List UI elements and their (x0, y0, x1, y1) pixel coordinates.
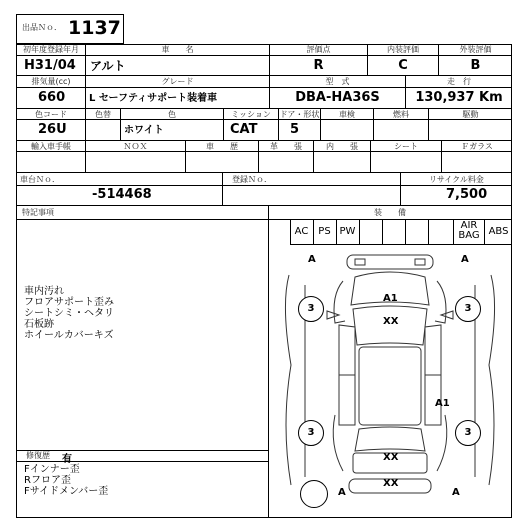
equip-abs: ABS (488, 226, 509, 237)
wheel-rear-right: 3 (455, 420, 481, 446)
notes-list (24, 286, 114, 341)
color-change-label: 色替 (95, 110, 111, 119)
repair-label: 修復歴 (26, 451, 50, 460)
spare-tire (300, 480, 328, 508)
equip-airbag: AIR BAG (458, 220, 480, 241)
history-label: 車 歴 (206, 142, 238, 151)
drive-label: 駆動 (462, 110, 479, 119)
grade-label: グレード (161, 77, 194, 86)
repair-line: Rフロア歪 (24, 475, 71, 486)
score-value: R (313, 58, 324, 73)
equip-pw: PW (339, 226, 356, 237)
glass-label: Ｆガラス (461, 142, 493, 151)
mark-rear-xx2: XX (383, 478, 399, 489)
mark-corner-bl: A (338, 487, 346, 498)
mark-roof-xx: XX (383, 316, 399, 327)
equipment-label: 装 備 (374, 208, 406, 217)
note-line: ホイールカバーキズ (24, 330, 114, 341)
notes-label: 特記事項 (22, 208, 54, 217)
car-name-value: アルト (90, 59, 126, 73)
displacement-label: 排気量(cc) (31, 77, 71, 86)
seat-label: シート (394, 142, 418, 151)
doors-label: ドア・形状 (279, 110, 320, 119)
score-label: 評価点 (306, 45, 331, 54)
repair-line: Fインナー歪 (24, 464, 80, 475)
chassis-value: -514468 (92, 187, 152, 202)
recycle-label: リサイクル料金 (429, 175, 484, 184)
wheel-front-left: 3 (298, 296, 324, 322)
reg-no-label: 登録Ｎｏ． (232, 175, 272, 184)
transmission-value: CAT (230, 122, 258, 137)
fuel-label: 燃料 (393, 110, 409, 119)
mark-rear-xx1: XX (383, 452, 399, 463)
transmission-label: ミッション (231, 110, 271, 119)
note-line: フロアサポート歪み (24, 297, 114, 308)
lot-number: 1137 (68, 17, 121, 39)
interior-label: 内装評価 (387, 45, 419, 54)
displacement-value: 660 (38, 90, 66, 105)
model-value: DBA-HA36S (295, 90, 380, 105)
mark-roof-a1: A1 (383, 293, 398, 304)
mark-corner-br: A (452, 487, 460, 498)
recycle-value: 7,500 (446, 187, 488, 202)
mark-corner-tl: A (308, 254, 316, 265)
car-name-label: 車 名 (161, 45, 194, 54)
equip-ps: PS (318, 226, 331, 237)
wheel-rear-left: 3 (298, 420, 324, 446)
doors-value: 5 (290, 122, 300, 137)
repair-value: 有 (62, 454, 72, 465)
color-code-value: 26U (38, 122, 67, 137)
note-line: 車内汚れ (24, 286, 64, 297)
model-label: 型 式 (325, 77, 350, 86)
mark-side-a1: A1 (435, 398, 450, 409)
grade-value: L セーフティサポート装着車 (89, 93, 218, 104)
note-line: 石板跡 (24, 319, 54, 330)
equip-ac: AC (294, 226, 309, 237)
repair-list (24, 464, 108, 497)
lot-label: 出品Ｎｏ． (22, 23, 62, 32)
wheel-front-right: 3 (455, 296, 481, 322)
interior-value: C (398, 58, 408, 73)
repair-line: Fサイドメンバー歪 (24, 486, 109, 497)
exterior-label: 外装評価 (459, 45, 492, 54)
nox-label: ＮＯＸ (123, 142, 148, 151)
interior-trim-label: 内 張 (326, 142, 358, 151)
inspection-label: 車検 (339, 110, 355, 119)
leather-label: 革 張 (270, 142, 302, 151)
mark-corner-tr: A (461, 254, 469, 265)
mileage-label: 走 行 (447, 77, 471, 86)
exterior-value: B (470, 58, 481, 73)
mileage-value: 130,937 Km (415, 90, 503, 105)
note-line: シートシミ・ヘタリ (24, 308, 114, 319)
chassis-label: 車台Ｎｏ． (20, 175, 60, 184)
color-label: 色 (168, 110, 176, 119)
first-reg-label: 初年度登録年月 (23, 45, 79, 54)
color-code-label: 色コード (35, 110, 67, 119)
color-value: ホワイト (124, 125, 164, 136)
import-label: 輸入車手帳 (31, 142, 71, 151)
first-reg-value: H31/04 (24, 58, 76, 73)
